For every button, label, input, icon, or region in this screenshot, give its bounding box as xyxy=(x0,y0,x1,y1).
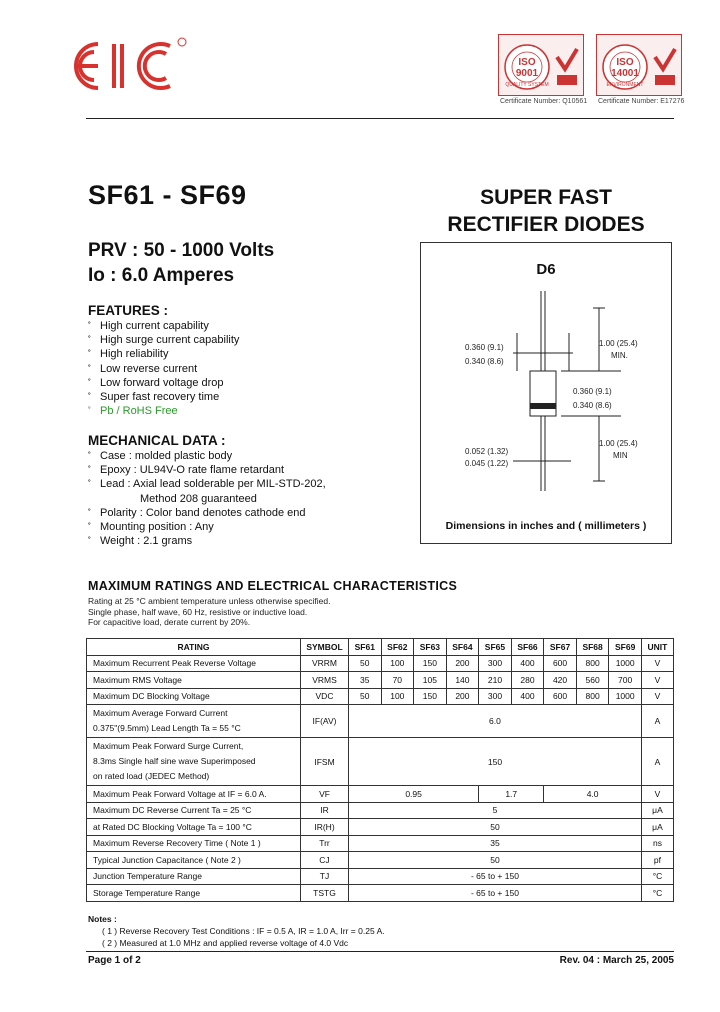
cert1-std-line2: 9001 xyxy=(515,68,539,79)
cert2-number: Certificate Number: E17276 xyxy=(598,98,685,105)
iso9001-cert-badge xyxy=(498,34,584,96)
package-name: D6 xyxy=(536,261,556,278)
eic-logo xyxy=(58,34,188,94)
cert1-std-line1: ISO xyxy=(518,57,536,68)
dim-lead-len-top: 1.00 (25.4) xyxy=(599,339,638,348)
col-sf67: SF67 xyxy=(544,639,577,656)
diode-drawing xyxy=(421,243,673,545)
bullet-icon: ˚ xyxy=(88,377,91,388)
key-specs xyxy=(88,238,274,288)
list-item: ˚ High surge current capability xyxy=(88,334,240,347)
list-item: ˚ Mounting position : Any xyxy=(88,521,214,534)
col-sf62: SF62 xyxy=(381,639,414,656)
dim-body-dia-max: 0.360 (9.1) xyxy=(465,343,504,352)
prv-line: PRV : 50 - 1000 Volts xyxy=(88,240,275,261)
list-item-rohs: ˚ Pb / RoHS Free xyxy=(88,405,178,418)
table-row: Maximum Peak Forward Voltage at IF = 6.0 A. VF 0.95 1.7 4.0 V xyxy=(87,786,674,803)
bullet-icon: ˚ xyxy=(88,321,91,331)
note-1: ( 1 ) Reverse Recovery Test Conditions : IF = 0.5 A, IR = 1.0 A, Irr = 0.25 A. xyxy=(102,926,385,936)
list-item: ˚ Epoxy : UL94V-O rate flame retardant xyxy=(88,464,285,477)
bullet-icon: ˚ xyxy=(88,536,91,547)
list-item: ˚ Polarity : Color band denotes cathode end xyxy=(88,506,306,519)
col-sf66: SF66 xyxy=(511,639,544,656)
ratings-title: MAXIMUM RATINGS AND ELECTRICAL CHARACTERISTICS xyxy=(88,579,458,593)
table-row: Junction Temperature Range TJ - 65 to + 150 °C xyxy=(87,868,674,885)
list-item: ˚ High current capability xyxy=(88,320,209,332)
list-item: ˚ Low reverse current xyxy=(88,362,198,375)
col-sf64: SF64 xyxy=(446,639,479,656)
col-unit: UNIT xyxy=(641,639,673,656)
col-sf65: SF65 xyxy=(479,639,512,656)
dim-lead-min-top: MIN. xyxy=(611,351,628,360)
col-sf63: SF63 xyxy=(414,639,447,656)
list-item: ˚ Case : molded plastic body xyxy=(88,450,233,462)
cert2-std-line1: ISO xyxy=(616,57,634,68)
diagram-caption: Dimensions in inches and ( millimeters ) xyxy=(445,520,647,532)
bullet-icon: ˚ xyxy=(88,522,91,533)
table-row: Maximum Peak Forward Surge Current, 8.3ms Single half sine wave Superimposed on rated load (JEDEC Method) IFSM 150 A xyxy=(87,738,674,786)
notes-heading: Notes : xyxy=(88,914,117,924)
table-row: Maximum Reverse Recovery Time ( Note 1 ) Trr 35 ns xyxy=(87,835,674,852)
dim-lead-len-bottom: 1.00 (25.4) xyxy=(599,439,638,448)
footer-divider xyxy=(86,951,674,952)
bullet-icon: ˚ xyxy=(88,406,91,417)
list-item: ˚ High reliability xyxy=(88,348,169,361)
ratings-table xyxy=(86,638,674,902)
bullet-icon: ˚ xyxy=(88,363,91,374)
iso14001-cert-badge xyxy=(596,34,682,96)
table-row: at Rated DC Blocking Voltage Ta = 100 °C IR(H) 50 μA xyxy=(87,819,674,836)
list-item-cont: Method 208 guaranteed xyxy=(140,492,257,505)
list-item: ˚ Weight : 2.1 grams xyxy=(88,535,193,548)
notes-section xyxy=(88,913,385,949)
list-item: ˚ Lead : Axial lead solderable per MIL-STD-202, xyxy=(88,478,326,491)
bullet-icon: ˚ xyxy=(88,507,91,518)
header-divider xyxy=(86,118,674,119)
bullet-icon: ˚ xyxy=(88,465,91,476)
condition-line: Rating at 25 °C ambient temperature unless otherwise specified. xyxy=(88,596,331,606)
dim-body-len-min: 0.340 (8.6) xyxy=(573,401,612,410)
part-title: SF61 - SF69 xyxy=(88,180,247,210)
condition-line: Single phase, half wave, 60 Hz, resistive or inductive load. xyxy=(88,606,308,617)
dim-lead-dia-min: 0.045 (1.22) xyxy=(465,459,509,468)
col-sf68: SF68 xyxy=(576,639,609,656)
subtitle-line1: SUPER FAST xyxy=(480,186,612,209)
bullet-icon: ˚ xyxy=(88,479,91,490)
dim-body-dia-min: 0.340 (8.6) xyxy=(465,357,504,366)
mechanical-heading: MECHANICAL DATA : xyxy=(88,433,226,448)
cert2-top-text: ENVIRONMENT xyxy=(606,82,644,88)
list-item: ˚ Low forward voltage drop xyxy=(88,376,224,389)
page-number: Page 1 of 2 xyxy=(88,955,141,966)
features-heading: FEATURES : xyxy=(88,303,168,318)
product-subtitle xyxy=(444,184,648,238)
table-row: Maximum DC Blocking Voltage VDC 50 100 150 200 300 400 600 800 1000 V xyxy=(87,688,674,705)
features-list xyxy=(88,319,239,418)
col-sf69: SF69 xyxy=(609,639,642,656)
condition-line: For capacitive load, derate current by 20%. xyxy=(88,617,251,627)
revision-date: Rev. 04 : March 25, 2005 xyxy=(559,955,674,966)
bullet-icon: ˚ xyxy=(88,392,91,403)
bullet-icon: ˚ xyxy=(88,335,91,346)
subtitle-line2: RECTIFIER DIODES xyxy=(447,213,645,236)
cert1-number: Certificate Number: Q10561 xyxy=(500,98,588,105)
mechanical-list xyxy=(88,449,326,548)
dim-lead-dia-max: 0.052 (1.32) xyxy=(465,447,509,456)
col-sf61: SF61 xyxy=(349,639,382,656)
note-2: ( 2 ) Measured at 1.0 MHz and applied reverse voltage of 4.0 Vdc xyxy=(102,938,349,948)
ratings-conditions xyxy=(88,596,330,628)
io-line: Io : 6.0 Amperes xyxy=(88,265,235,286)
table-row: Maximum Recurrent Peak Reverse Voltage VRRM 50 100 150 200 300 400 600 800 1000 V xyxy=(87,655,674,672)
bullet-icon: ˚ xyxy=(88,349,91,360)
table-row: Typical Junction Capacitance ( Note 2 ) CJ 50 pf xyxy=(87,852,674,869)
table-row: Maximum DC Reverse Current Ta = 25 °C IR 5 μA xyxy=(87,802,674,819)
cathode-band xyxy=(530,403,556,409)
col-rating: RATING xyxy=(87,639,301,656)
package-diagram xyxy=(420,242,672,544)
bullet-icon: ˚ xyxy=(88,451,91,461)
table-row: Storage Temperature Range TSTG - 65 to + 150 °C xyxy=(87,885,674,902)
cert2-std-line2: 14001 xyxy=(611,68,639,79)
table-row: Maximum RMS Voltage VRMS 35 70 105 140 210 280 420 560 700 V xyxy=(87,672,674,689)
table-header-row xyxy=(87,639,674,656)
cert1-top-text: QUALITY SYSTEM xyxy=(505,82,549,88)
dim-body-len-max: 0.360 (9.1) xyxy=(573,387,612,396)
col-symbol: SYMBOL xyxy=(301,639,349,656)
list-item: ˚ Super fast recovery time xyxy=(88,391,220,404)
dim-lead-min-bottom: MIN xyxy=(613,451,628,460)
table-row: Maximum Average Forward Current 0.375"(9.5mm) Lead Length Ta = 55 °C IF(AV) 6.0 A xyxy=(87,705,674,738)
